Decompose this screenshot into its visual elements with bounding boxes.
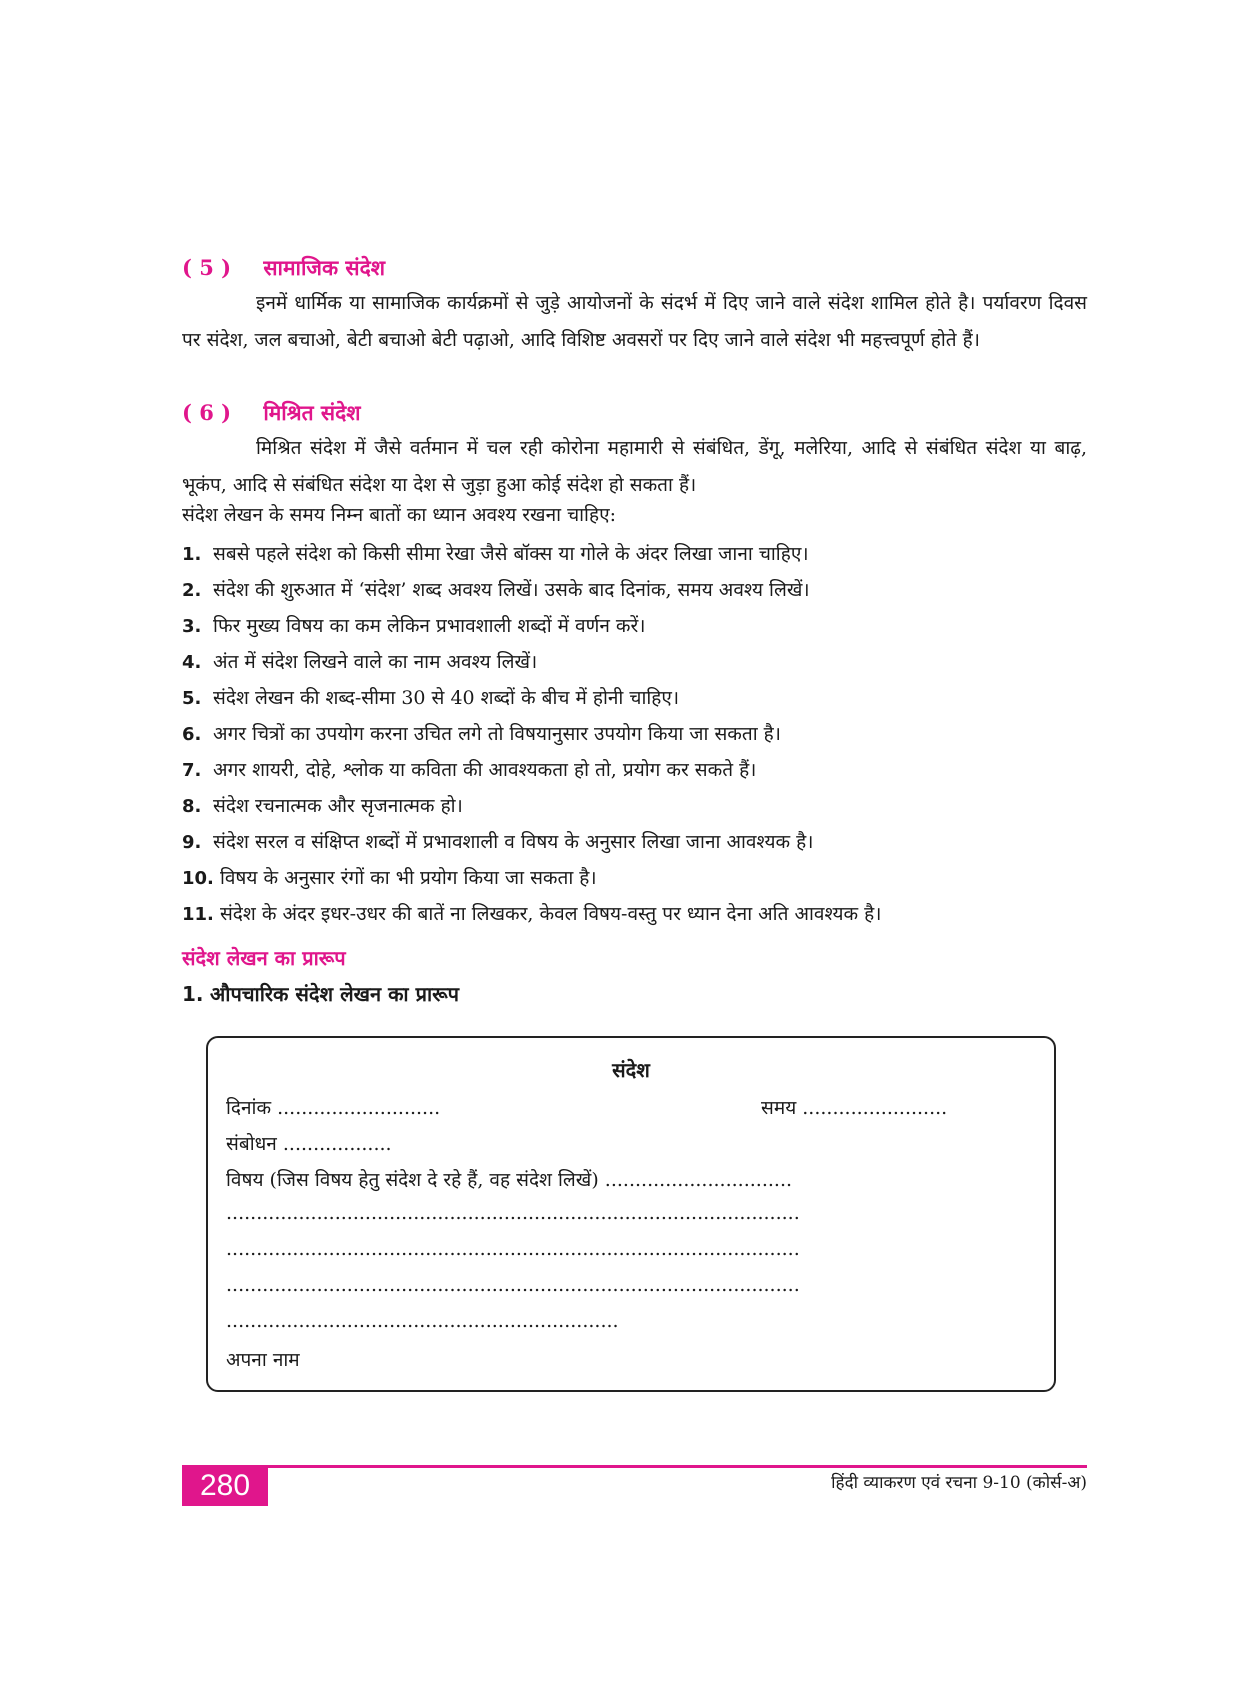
section-5-number: ( 5 ) (182, 255, 232, 280)
message-template-box (206, 1036, 1056, 1392)
list-item: 10. विषय के अनुसार रंगों का भी प्रयोग किया जा सकता है। (182, 867, 597, 889)
list-item: 6. अगर चित्रों का उपयोग करना उचित लगे तो विषयानुसार उपयोग किया जा सकता है। (182, 723, 781, 745)
list-item: 2. संदेश की शुरुआत में ‘संदेश’ शब्द अवश्य लिखें। उसके बाद दिनांक, समय अवश्य लिखें। (182, 579, 810, 601)
format-subheading: 1. औपचारिक संदेश लेखन का प्रारूप (182, 982, 460, 1006)
list-item: 7. अगर शायरी, दोहे, श्लोक या कविता की आवश्यकता हो तो, प्रयोग कर सकते हैं। (182, 759, 757, 781)
section-6-heading (182, 399, 361, 427)
list-item: 9. संदेश सरल व संक्षिप्त शब्दों में प्रभावशाली व विषय के अनुसार लिखा जाना आवश्यक है। (182, 831, 814, 853)
section-6-number: ( 6 ) (182, 400, 232, 425)
template-salutation: संबोधन .................. (226, 1133, 392, 1155)
book-title: हिंदी व्याकरण एवं रचना 9-10 (कोर्स-अ) (831, 1473, 1087, 1493)
format-heading: संदेश लेखन का प्रारूप (182, 946, 346, 970)
template-line: ............................................................................................... (226, 1202, 800, 1224)
template-subject: विषय (जिस विषय हेतु संदेश दे रहे हैं, वह संदेश लिखें) ............................... (226, 1169, 793, 1191)
list-item: 8. संदेश रचनात्मक और सृजनात्मक हो। (182, 795, 463, 817)
template-line: ............................................................................................... (226, 1238, 800, 1260)
template-line: ................................................................. (226, 1310, 619, 1332)
list-intro: संदेश लेखन के समय निम्न बातों का ध्यान अवश्य रखना चाहिए: (182, 504, 616, 526)
footer-rule (182, 1465, 1087, 1468)
section-5-title: सामाजिक संदेश (263, 255, 386, 280)
section-5-heading (182, 254, 385, 282)
template-name: अपना नाम (226, 1349, 300, 1371)
section-6-title: मिश्रित संदेश (263, 400, 361, 425)
template-line: ............................................................................................... (226, 1274, 800, 1296)
points-list (182, 536, 881, 932)
list-item: 11. संदेश के अंदर इधर-उधर की बातें ना लिखकर, केवल विषय-वस्तु पर ध्यान देना अति आवश्यक है। (182, 903, 882, 925)
list-item: 4. अंत में संदेश लिखने वाले का नाम अवश्य लिखें। (182, 651, 538, 673)
template-heading: संदेश (612, 1058, 650, 1082)
list-item: 1. सबसे पहले संदेश को किसी सीमा रेखा जैसे बॉक्स या गोले के अंदर लिखा जाना चाहिए। (182, 543, 809, 565)
list-item: 3. फिर मुख्य विषय का कम लेकिन प्रभावशाली शब्दों में वर्णन करें। (182, 615, 646, 637)
section-5-paragraph: इनमें धार्मिक या सामाजिक कार्यक्रमों से जुड़े आयोजनों के संदर्भ में दिए जाने वाले संदेश शामिल होते है। पर्यावरण दिवस पर संदेश, जल बचाओ, बेटी बचाओ बेटी पढ़ाओ, आदि विशिष्ट अवसरों पर दिए जाने वाले संदेश भी महत्त्वपूर्ण होते हैं। (182, 292, 1087, 351)
template-date: दिनांक ........................... (226, 1097, 441, 1119)
list-item: 5. संदेश लेखन की शब्द-सीमा 30 से 40 शब्दों के बीच में होनी चाहिए। (182, 687, 680, 709)
section-6-paragraph: मिश्रित संदेश में जैसे वर्तमान में चल रही कोरोना महामारी से संबंधित, डेंगू, मलेरिया, आदि से संबंधित संदेश या बाढ़, भूकंप, आदि से संबंधित संदेश या देश से जुड़ा हुआ कोई संदेश हो सकता हैं। (182, 437, 1087, 496)
template-time: समय ........................ (761, 1097, 948, 1119)
page-number: 280 (182, 1466, 268, 1506)
